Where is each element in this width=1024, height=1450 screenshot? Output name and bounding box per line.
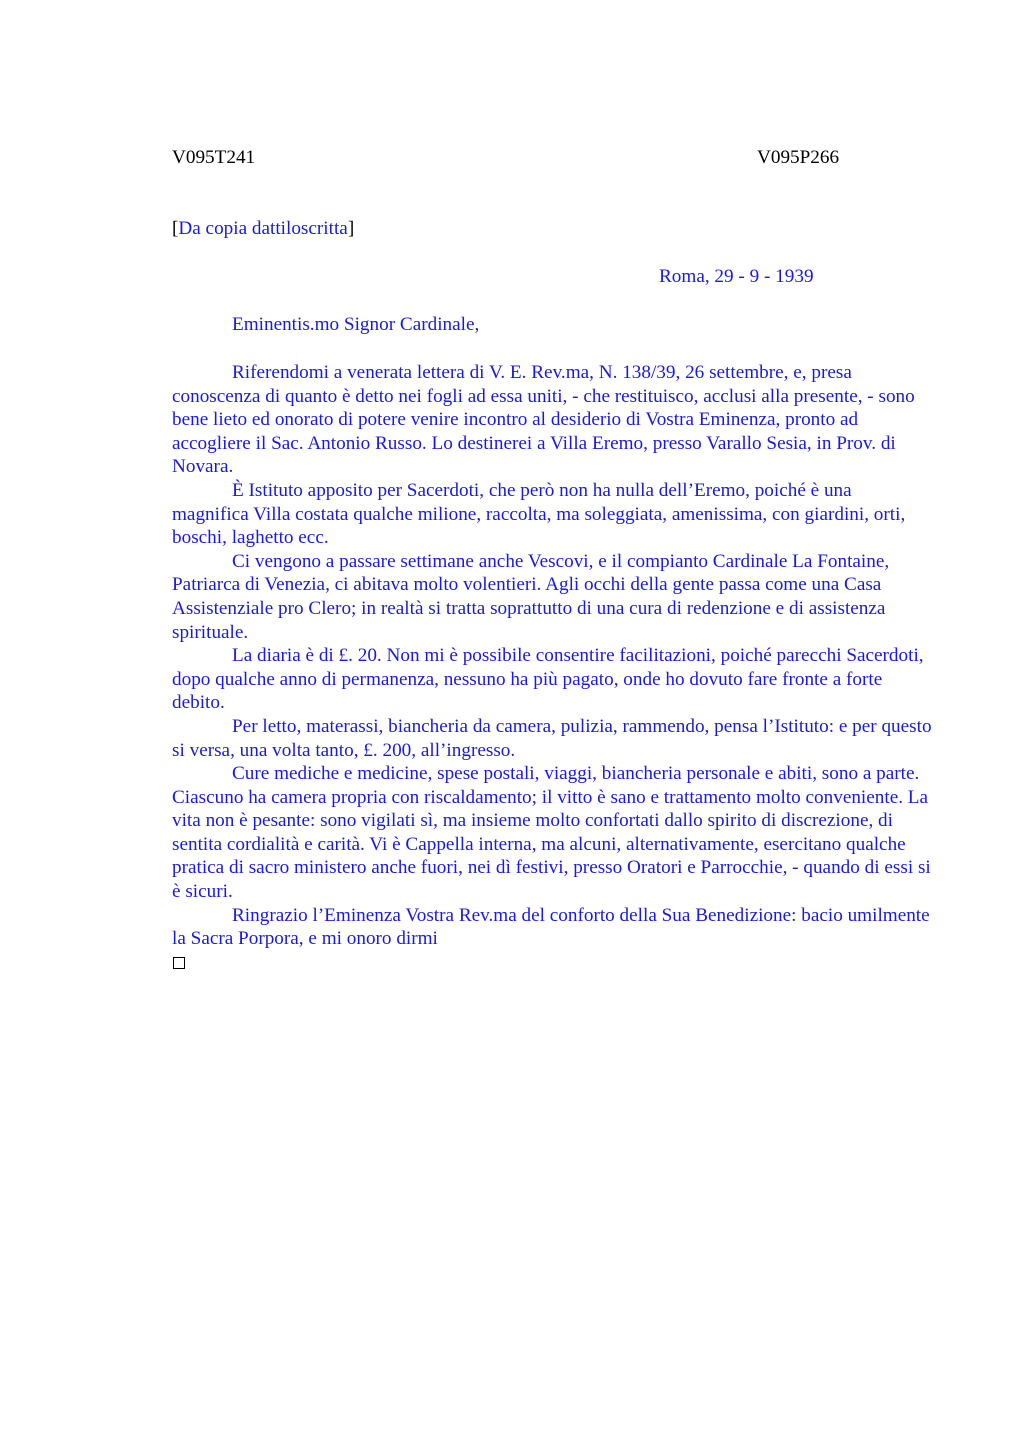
document-code-right: V095P266 (757, 147, 840, 168)
letter-date: Roma, 29 - 9 - 1939 (659, 266, 814, 287)
letter-paragraph: Cure mediche e medicine, spese postali, viaggi, biancheria personale e abiti, sono a parte. Ciascuno ha camera propria con riscaldamento; il vitto è sano e trattamento molto conveniente. La vita non è pesante: sono vigilati sì, ma insieme molto confortati dallo spirito di discrezione, di sentita cordialità e carità. Vi è Cappella interna, ma alcuni, alternativamente, esercitano qualche pratica di sacro ministero anche fuori, nei dì festivi, presso Oratori e Parrocchie, - quando di essi si è sicuri. (172, 763, 931, 903)
missing-glyph-box-icon (173, 957, 185, 969)
letter-paragraph: Riferendomi a venerata lettera di V. E. Rev.ma, N. 138/39, 26 settembre, e, presa conoscenza di quanto è detto nei fogli ad essa uniti, - che restituisco, acclusi alla presente, - sono bene lieto ed onorato di potere venire incontro al desiderio di Vostra Eminenza, pronto ad accogliere il Sac. Antonio Russo. Lo destinerei a Villa Eremo, presso Varallo Sesia, in Prov. di Novara. (172, 362, 915, 478)
letter-paragraph: Ringrazio l’Eminenza Vostra Rev.ma del conforto della Sua Benedizione: bacio umilmente la Sacra Porpora, e mi onoro dirmi (172, 904, 930, 950)
source-open-bracket: [ (172, 218, 179, 239)
source-close-bracket: ] (347, 218, 355, 239)
source-note (172, 217, 354, 241)
letter-paragraph: È Istituto apposito per Sacerdoti, che però non ha nulla dell’Eremo, poiché è una magnifica Villa costata qualche milione, raccolta, ma soleggiata, amenissima, con giardini, orti, boschi, laghetto ecc. (172, 479, 906, 549)
letter-body (172, 361, 932, 951)
letter-paragraph: Ci vengono a passare settimane anche Vescovi, e il compianto Cardinale La Fontaine, Patriarca di Venezia, ci abitava molto volentieri. Agli occhi della gente passa come una Casa Assistenziale pro Clero; in realtà si tratta soprattutto di una cura di redenzione e di assistenza spirituale. (172, 550, 890, 643)
letter-salutation: Eminentis.mo Signor Cardinale, (232, 314, 480, 335)
letter-paragraph: Per letto, materassi, biancheria da camera, pulizia, rammendo, pensa l’Istituto: e per questo si versa, una volta tanto, £. 200, all’ingresso. (172, 715, 932, 761)
letter-paragraph: La diaria è di £. 20. Non mi è possibile consentire facilitazioni, poiché parecchi Sacerdoti, dopo qualche anno di permanenza, nessuno ha più pagato, onde ho dovuto fare fronte a forte debito. (172, 645, 924, 714)
source-note-text: Da copia dattiloscritta (178, 218, 348, 239)
document-code-left: V095T241 (172, 147, 256, 168)
